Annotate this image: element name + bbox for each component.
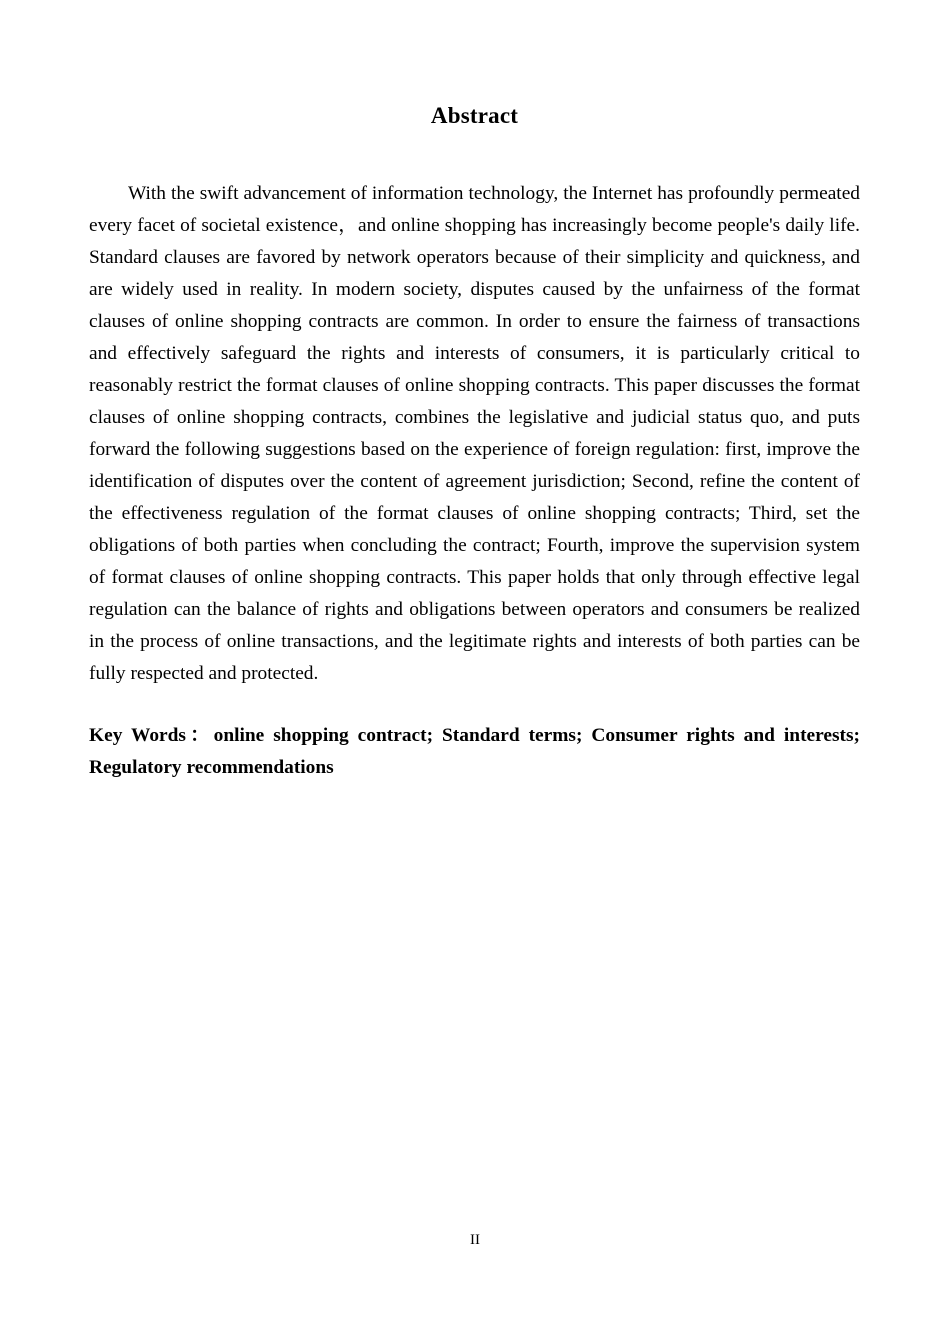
- abstract-paragraph: With the swift advancement of information technology, the Internet has profoundly permeated every facet of societal existence，and online shopping has increasingly become people's daily life. Standard clauses are favored by network operators because of their simplicity and quickness, and are widely used in reality. In modern society, disputes caused by the unfairness of the format clauses of online shopping contracts are common. In order to ensure the fairness of transactions and effectively safeguard the rights and interests of consumers, it is particularly critical to reasonably restrict the format clauses of online shopping contracts. This paper discusses the format clauses of online shopping contracts, combines the legislative and judicial status quo, and puts forward the following suggestions based on the experience of foreign regulation: first, improve the identification of disputes over the content of agreement jurisdiction; Second, refine the content of the effectiveness regulation of the format clauses of online shopping contracts; Third, set the obligations of both parties when concluding the contract; Fourth, improve the supervision system of format clauses of online shopping contracts. This paper holds that only through effective legal regulation can the balance of rights and obligations between operators and consumers be realized in the process of online transactions, and the legitimate rights and interests of both parties can be fully respected and protected.: [89, 183, 860, 684]
- page-number: II: [470, 1232, 480, 1248]
- page-title: Abstract: [430, 103, 519, 128]
- keywords-terms: online shopping contract; Standard terms; Consumer rights and interests; Regulatory recommendations: [89, 725, 861, 778]
- page-content: [89, 0, 860, 784]
- keywords-section: [89, 690, 860, 784]
- keywords-label: Key Words：: [89, 725, 214, 746]
